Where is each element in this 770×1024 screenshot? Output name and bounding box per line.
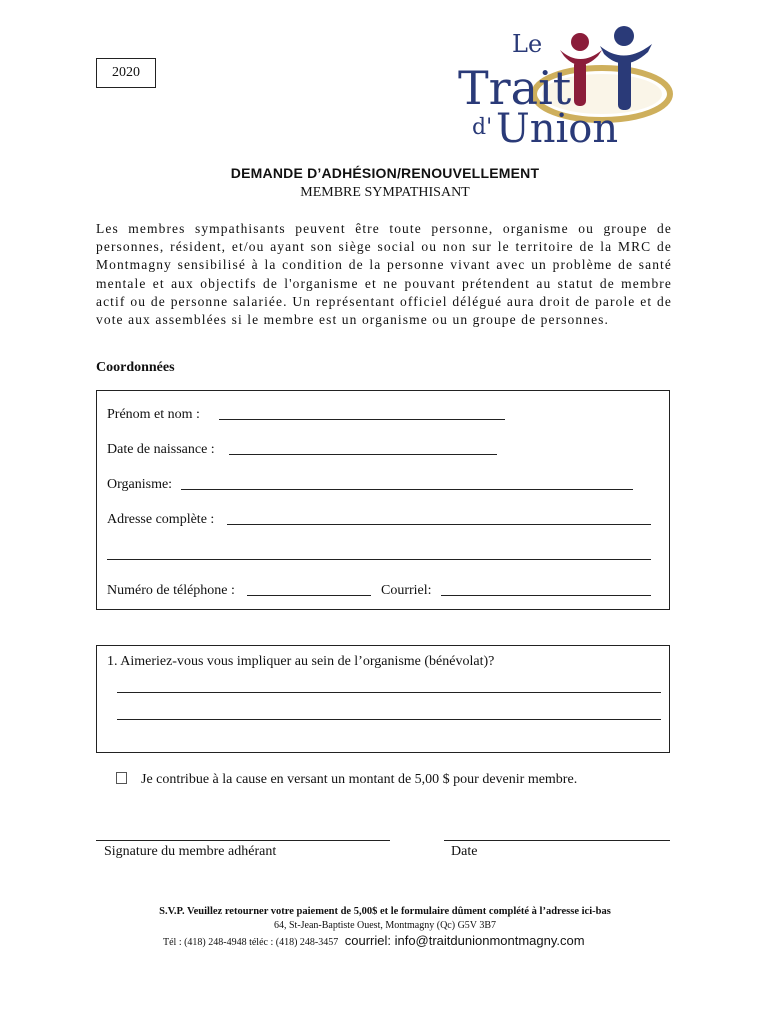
year-box	[96, 58, 156, 88]
address-field[interactable]	[227, 524, 651, 525]
logo-text-le: Le	[512, 30, 543, 58]
birthdate-field[interactable]	[229, 454, 497, 455]
signature-label: Signature du membre adhérant	[104, 844, 277, 859]
address-label: Adresse complète :	[107, 512, 215, 527]
name-label: Prénom et nom :	[107, 407, 200, 422]
date-line[interactable]	[444, 840, 670, 841]
trait-union-logo	[452, 22, 677, 150]
logo-text-trait: Trait	[458, 61, 572, 115]
volunteer-question: 1. Aimeriez-vous vous impliquer au sein de l’organisme (bénévolat)?	[107, 654, 495, 669]
email-label: Courriel:	[381, 583, 432, 598]
contact-box	[96, 390, 670, 610]
volunteer-answer-line-2[interactable]	[117, 719, 661, 720]
footer-phones: Tél : (418) 248-4948 téléc : (418) 248-3457	[163, 937, 339, 948]
contribution-row	[116, 772, 577, 788]
phone-label: Numéro de téléphone :	[107, 583, 235, 598]
form-subtitle: MEMBRE SYMPATHISANT	[300, 185, 470, 200]
phone-field[interactable]	[247, 595, 371, 596]
footer-email: courriel: info@traitdunionmontmagny.com	[344, 933, 585, 948]
form-title: DEMANDE D’ADHÉSION/RENOUVELLEMENT	[230, 165, 540, 181]
contribution-checkbox[interactable]	[116, 772, 127, 784]
logo-text-union: Union	[496, 106, 619, 150]
signature-line[interactable]	[96, 840, 390, 841]
footer-address: 64, St-Jean-Baptiste Ouest, Montmagny (Qc) G5V 3B7	[273, 920, 496, 931]
footer-contact	[163, 933, 585, 948]
intro-paragraph: Les membres sympathisants peuvent être toute personne, organisme ou groupe de personnes, résident, et/ou ayant son siège social ou non sur le territoire de la MRC de Montmagny sensibilisé à la condition de la personne vivant avec un problème de santé mentale et aux objectifs de l'organisme et ne pouvant prétendent au statut de membre actif ou de personne salariée. Un représentant officiel délégué aura droit de parole et de vote aux assemblées si le membre est un organisme ou un groupe de personnes.	[96, 221, 672, 328]
address-field-line-2[interactable]	[107, 559, 651, 560]
name-field[interactable]	[219, 419, 505, 420]
date-label: Date	[451, 844, 478, 859]
contribution-text: Je contribue à la cause en versant un montant de 5,00 $ pour devenir membre.	[141, 772, 578, 787]
organization-label: Organisme:	[107, 477, 173, 492]
logo-text-prefix: d'	[472, 115, 493, 140]
year-label: 2020	[112, 65, 140, 80]
organization-field[interactable]	[181, 489, 633, 490]
volunteer-answer-line-1[interactable]	[117, 692, 661, 693]
footer-instruction: S.V.P. Veuillez retourner votre paiement de 5,00$ et le formulaire dûment complété à l’adresse ici-bas	[159, 906, 611, 917]
volunteer-question-box	[96, 645, 670, 753]
email-field[interactable]	[441, 595, 651, 596]
birthdate-label: Date de naissance :	[107, 442, 215, 457]
section-title: Coordonnées	[96, 360, 175, 375]
